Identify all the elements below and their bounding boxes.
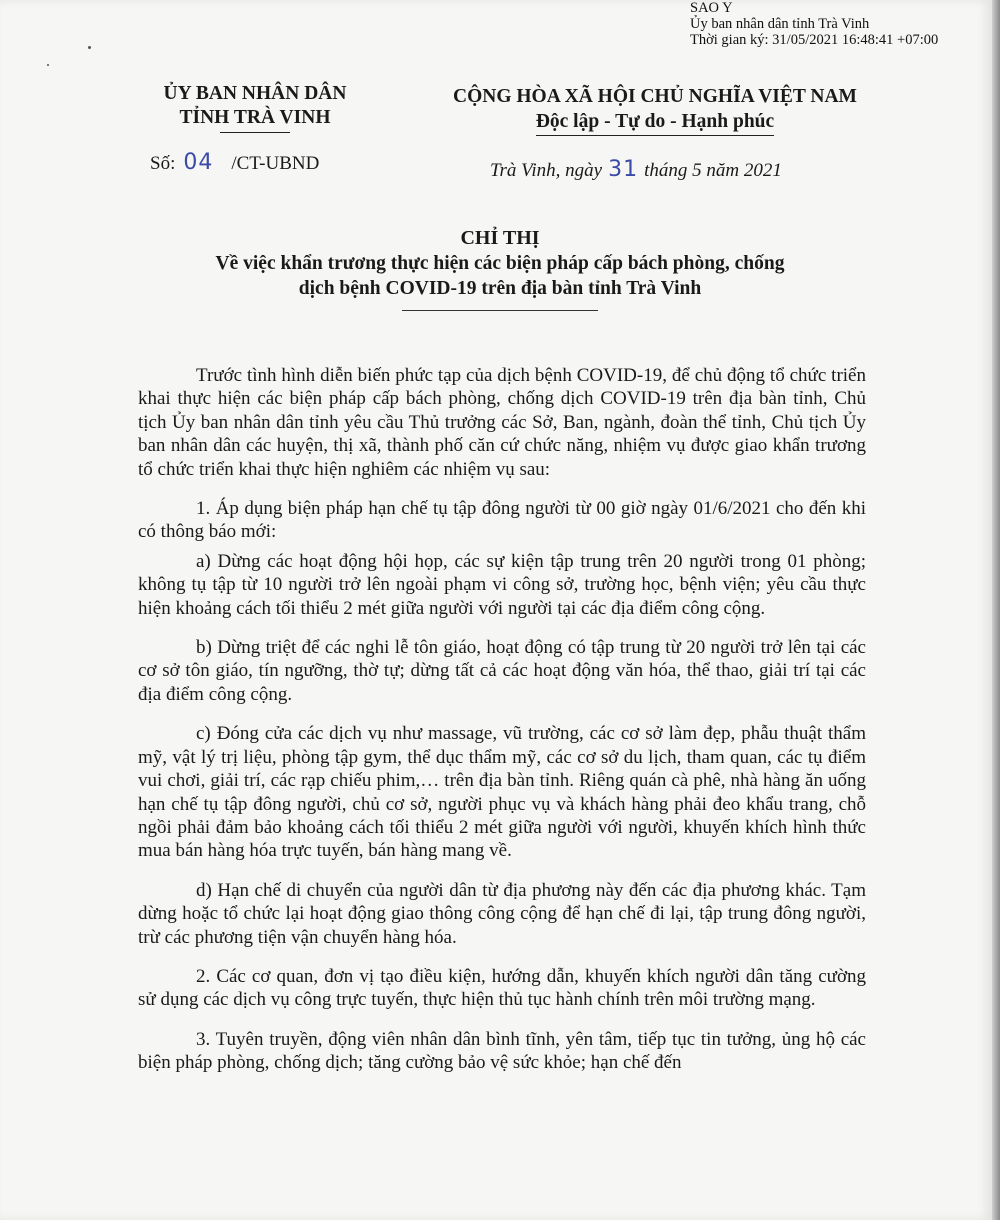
national-motto [420, 84, 890, 136]
directive-item-1: 1. Áp dụng biện pháp hạn chế tụ tập đông người từ 00 giờ ngày 01/6/2021 cho đến khi có thông báo mới: [138, 498, 866, 543]
stamp-sign-time: Thời gian ký: 31/05/2021 16:48:41 +07:00 [690, 32, 939, 48]
authority-line-1: ỦY BAN NHÂN DÂN [163, 83, 347, 104]
date-day-handwritten: 31 [608, 157, 639, 182]
date-suffix: tháng 5 năm 2021 [644, 160, 782, 181]
title-divider [402, 310, 598, 311]
authority-line-2: TỈNH TRÀ VINH [179, 107, 331, 128]
motto-line: Độc lập - Tự do - Hạnh phúc [536, 109, 774, 136]
directive-item-1c: c) Đóng cửa các dịch vụ như massage, vũ trường, các cơ sở làm đẹp, phẫu thuật thẩm mỹ, vật lý trị liệu, phòng tập gym, thể dục thẩm mỹ, các cơ sở du lịch, tham quan, các tụ điểm vui chơi, giải trí, các rạp chiếu phim,… trên địa bàn tỉnh. Riêng quán cà phê, nhà hàng ăn uống hạn chế tụ tập đông người, chủ cơ sở, người phục vụ và khách hàng phải đeo khẩu trang, chỗ ngồi phải đảm bảo khoảng cách tối thiểu 2 mét giữa người với người, khuyến khích hình thức mua bán hàng hóa trực tuyến, bán hàng mang về. [138, 723, 866, 862]
stamp-issuer: Ủy ban nhân dân tỉnh Trà Vinh [690, 16, 870, 32]
directive-item-2: 2. Các cơ quan, đơn vị tạo điều kiện, hướng dẫn, khuyến khích người dân tăng cường sử dụng các dịch vụ công trực tuyến, thực hiện thủ tục hành chính trên môi trường mạng. [138, 965, 866, 1011]
document-date [490, 157, 782, 182]
directive-item-1d: d) Hạn chế di chuyển của người dân từ địa phương này đến các địa phương khác. Tạm dừng hoặc tổ chức lại hoạt động giao thông công cộng để hạn chế đi lại, tập trung đông người, trừ các phương tiện vận chuyển hàng hóa. [138, 879, 866, 948]
number-label: Số: [150, 153, 176, 174]
issuing-authority [110, 82, 400, 133]
number-handwritten: 04 [183, 150, 214, 175]
intro-paragraph: Trước tình hình diễn biến phức tạp của dịch bệnh COVID-19, để chủ động tổ chức triển khai thực hiện các biện pháp cấp bách phòng, chống dịch COVID-19 trên địa bàn tỉnh, Chủ tịch Ủy ban nhân dân tỉnh yêu cầu Thủ trưởng các Sở, Ban, ngành, đoàn thể tỉnh, Chủ tịch Ủy ban nhân dân các huyện, thị xã, thành phố căn cứ chức năng, nhiệm vụ được giao khẩn trương tổ chức triển khai thực hiện nghiêm các nhiệm vụ sau: [138, 365, 866, 480]
document-title [140, 226, 860, 301]
document-body [138, 364, 866, 1091]
directive-item-1b: b) Dừng triệt để các nghi lễ tôn giáo, hoạt động có tập trung từ 20 người trở lên tại các cơ sở tôn giáo, tín ngưỡng, thờ tự; dừng tất cả các hoạt động văn hóa, thể thao, giải trí tại các địa điểm công cộng. [138, 637, 866, 705]
background-edge [992, 0, 1000, 1220]
stamp-title: SAO Y [690, 0, 733, 16]
scan-speck [88, 46, 91, 49]
document-type: CHỈ THỊ [460, 227, 540, 249]
directive-item-1a: a) Dừng các hoạt động hội họp, các sự kiện tập trung trên 20 người trong 01 phòng; không tụ tập từ 10 người trở lên ngoài phạm vi công sở, trường học, bệnh viện; yêu cầu thực hiện khoảng cách tối thiểu 2 mét giữa người với người tại các địa điểm công cộng. [138, 550, 866, 619]
document-number [150, 150, 319, 175]
digital-signature-stamp [690, 0, 938, 48]
title-line-2: dịch bệnh COVID-19 trên địa bàn tỉnh Trà Vinh [298, 278, 702, 299]
directive-item-3: 3. Tuyên truyền, động viên nhân dân bình tĩnh, yên tâm, tiếp tục tin tưởng, ủng hộ các biện pháp phòng, chống dịch; tăng cường bảo vệ sức khỏe; hạn chế đến [138, 1028, 866, 1074]
authority-underline [220, 132, 290, 133]
scan-speck [47, 64, 49, 66]
country-name: CỘNG HÒA XÃ HỘI CHỦ NGHĨA VIỆT NAM [453, 86, 857, 107]
date-prefix: Trà Vinh, ngày [490, 160, 603, 181]
number-suffix: /CT-UBND [231, 153, 320, 174]
title-line-1: Về việc khẩn trương thực hiện các biện pháp cấp bách phòng, chống [215, 253, 785, 274]
